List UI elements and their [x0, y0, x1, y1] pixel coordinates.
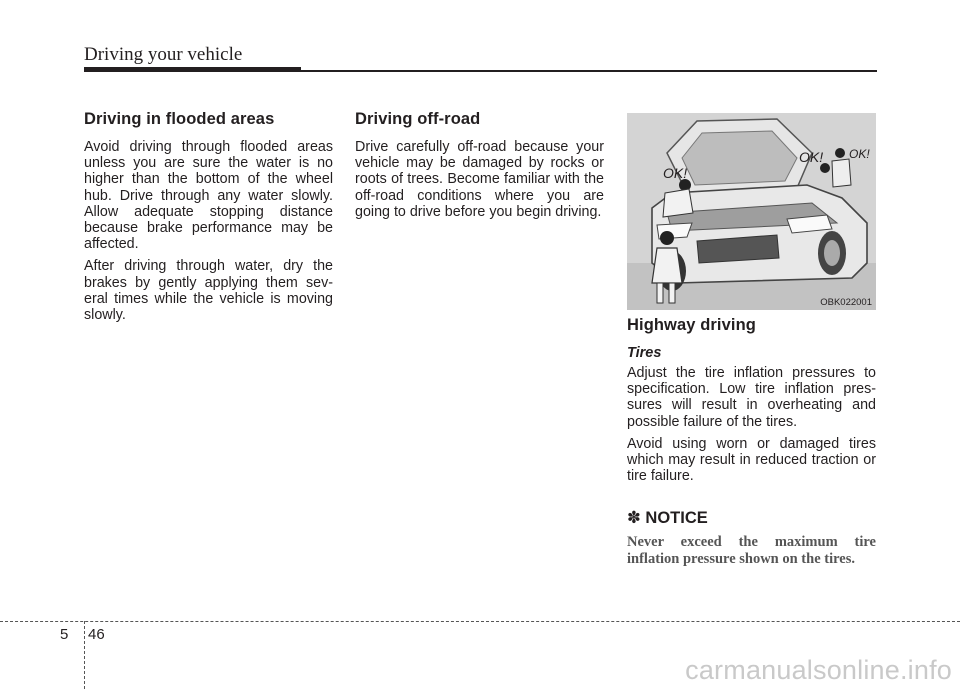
notice-body: Never exceed the maximum tire inflation pressure shown on the tires.: [627, 534, 876, 567]
flooded-paragraph-2: After driving through water, dry the brakes by gently applying them sev-eral times while the vehicle is moving slowly.: [84, 258, 333, 324]
footer-divider: [0, 621, 960, 622]
header-rule-thin: [301, 70, 877, 72]
flooded-heading: Driving in flooded areas: [84, 110, 275, 128]
ok-label-left: OK!: [663, 165, 688, 181]
car-illustration-svg: [627, 113, 876, 310]
column-flooded: [84, 110, 333, 329]
page-header-title: Driving your vehicle: [84, 44, 243, 65]
flooded-paragraph-1: Avoid driving through flooded areas unless you are sure the water is no higher than the bottom of the wheel hub. Drive through any water slowly. Allow adequate stopping distance because brake performance may be affected.: [84, 139, 333, 253]
figure-code: OBK022001: [820, 297, 872, 308]
highway-paragraph-1: Adjust the tire inflation pressures to specification. Low tire inflation pres-sures will result in overheating and possible failure of the tires.: [627, 365, 876, 430]
column-offroad: [355, 110, 604, 226]
watermark-text: carmanualsonline.info: [685, 655, 952, 685]
section-number: 5: [60, 626, 69, 643]
offroad-paragraph-1: Drive carefully off-road because your vehicle may be damaged by rocks or roots of trees. Become familiar with the off-road conditions where you are going to drive before you begin driving.: [355, 139, 604, 220]
highway-paragraph-2: Avoid using worn or damaged tires which may result in reduced traction or tire failure.: [627, 435, 876, 485]
header-rule-thick: [84, 67, 301, 72]
page-number: 46: [88, 626, 105, 643]
footer-vertical-divider: [84, 621, 85, 689]
notice-title: ✽ NOTICE: [627, 509, 708, 528]
ok-label-right: OK!: [849, 147, 870, 161]
highway-heading: Highway driving: [627, 316, 756, 334]
column-highway: [627, 316, 876, 567]
tires-subheading: Tires: [627, 345, 662, 361]
offroad-heading: Driving off-road: [355, 110, 481, 128]
ok-label-middle: OK!: [799, 149, 824, 165]
car-hood-illustration: [627, 113, 876, 310]
